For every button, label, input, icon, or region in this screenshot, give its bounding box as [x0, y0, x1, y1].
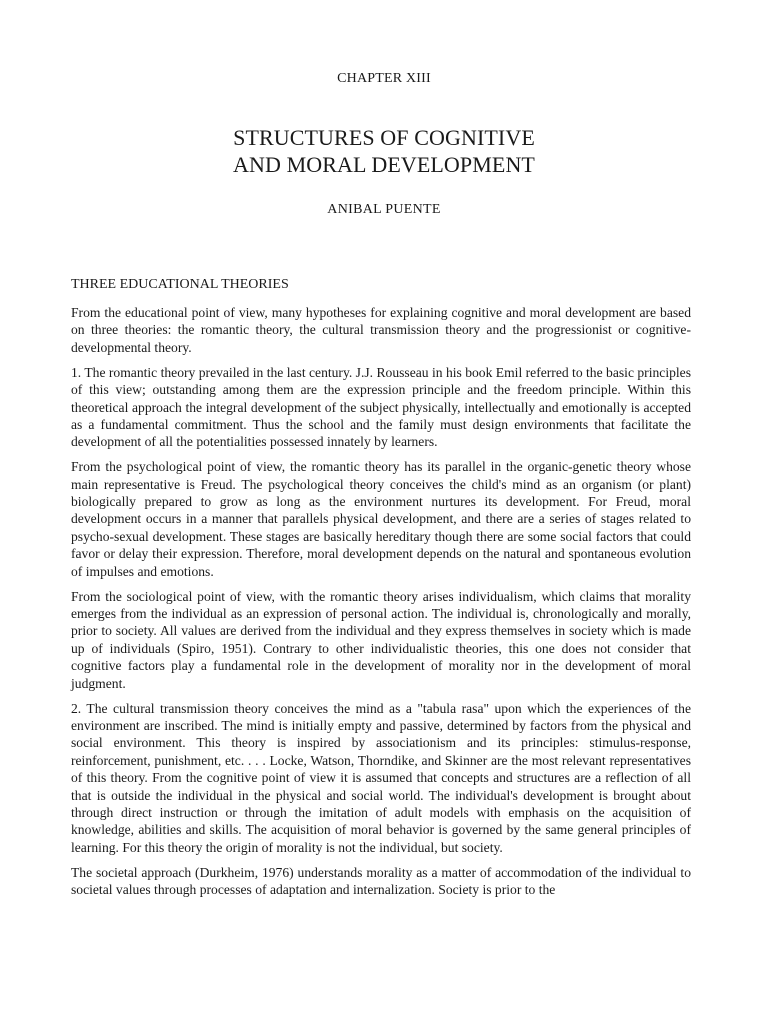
chapter-label: CHAPTER XIII: [337, 71, 431, 86]
chapter-title: [0, 124, 768, 178]
section-heading: THREE EDUCATIONAL THEORIES: [71, 277, 289, 292]
chapter-title-line-1: STRUCTURES OF COGNITIVE: [233, 125, 535, 150]
paragraph-intro: From the educational point of view, many hypotheses for explaining cognitive and moral development are based on three theories: the romantic theory, the cultural transmission theory and the progressionist or cognitive-developmental theory.: [71, 305, 691, 355]
author-name: ANIBAL PUENTE: [327, 202, 441, 217]
paragraph-romantic-theory: 1. The romantic theory prevailed in the last century. J.J. Rousseau in his book Emil referred to the basic principles of this view; outstanding among them are the expression principle and the freedom principle. Within this theoretical approach the integral development of the subject physically, intellectually and emotionally is accepted as a fundamental commitment. Thus the school and the family must design environments that facilitate the development of all the potentialities possessed innately by learners.: [71, 364, 691, 450]
paragraph-psychological-view: From the psychological point of view, the romantic theory has its parallel in the organic-genetic theory whose main representative is Freud. The psychological theory conceives the child's mind as an organism (or plant) biologically prepared to grow as long as the environment nurtures its development. For Freud, moral development occurs in a manner that parallels physical development, and there are a series of stages related to psycho-sexual development. These stages are basically hereditary though there are some social factors that could favor or delay their expression. Therefore, moral development depends on the natural and spontaneous evolution of impulses and emotions.: [71, 459, 691, 579]
chapter-title-line-2: AND MORAL DEVELOPMENT: [233, 152, 535, 177]
paragraph-sociological-view: From the sociological point of view, with the romantic theory arises individualism, which claims that morality emerges from the individual as an expression of personal action. The individual is, chronologically and morally, prior to society. All values are derived from the individual and they express themselves in society which is made up of individuals (Spiro, 1951). Contrary to other individualistic theories, this one does not consider that cognitive factors play a fundamental role in the development of morality nor in the development of moral judgment.: [71, 588, 691, 691]
paragraph-societal-approach: The societal approach (Durkheim, 1976) understands morality as a matter of accommodation of the individual to societal values through processes of adaptation and internalization. Society is prior to the: [71, 864, 691, 898]
paragraph-cultural-transmission: 2. The cultural transmission theory conceives the mind as a "tabula rasa" upon which the experiences of the environment are inscribed. The mind is initially empty and passive, determined by factors from the physical and social environment. This theory is inspired by associationism and its principles: stimulus-response, reinforcement, punishment, etc. . . . Locke, Watson, Thorndike, and Skinner are the most relevant representatives of this theory. From the cognitive point of view it is assumed that concepts and structures are a reflection of all that is outside the individual in the physical and social world. The individual's development is brought about through direct instruction or through the imitation of adult models with emphasis on the acquisition of knowledge, abilities and skills. The acquisition of moral behavior is governed by the same general principles of learning. For this theory the origin of morality is not the individual, but society.: [71, 700, 691, 855]
body-text: [71, 276, 691, 906]
